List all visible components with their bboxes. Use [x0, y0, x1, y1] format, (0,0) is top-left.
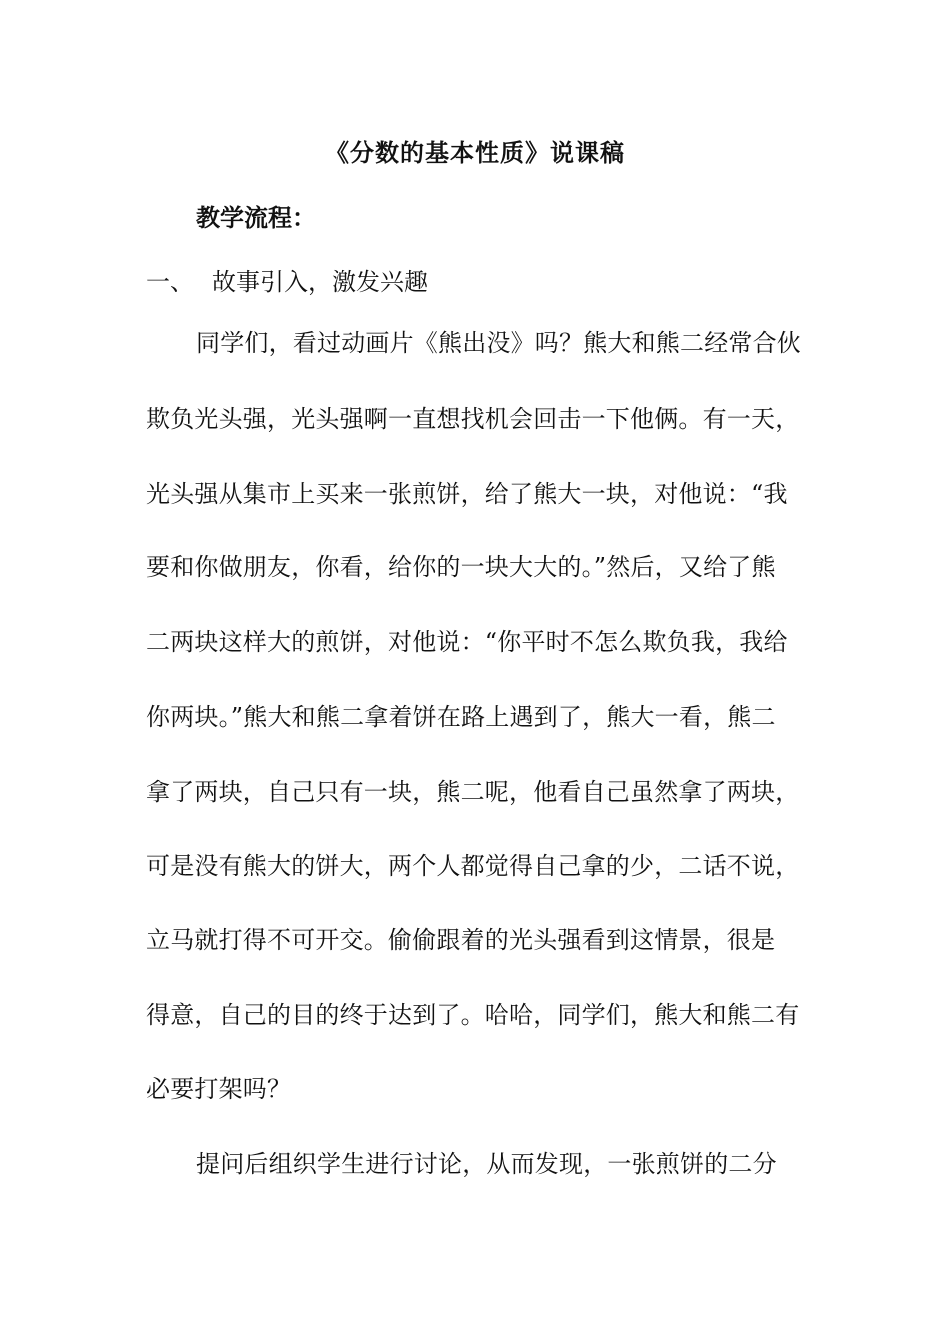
paragraph-line: 提问后组织学生进行讨论，从而发现，一张煎饼的二分: [196, 1150, 777, 1178]
paragraph-line: 立马就打得不可开交。偷偷跟着的光头强看到这情景，很是: [146, 926, 776, 954]
paragraph-line: 二两块这样大的煎饼，对他说：“你平时不怎么欺负我，我给: [146, 628, 788, 656]
paragraph-line: 可是没有熊大的饼大，两个人都觉得自己拿的少，二话不说，: [146, 852, 800, 880]
section-heading: 教学流程：: [196, 204, 316, 232]
paragraph-line: 得意，自己的目的终于达到了。哈哈，同学们，熊大和熊二有: [146, 1001, 800, 1029]
paragraph-line: 同学们，看过动画片《熊出没》吗？熊大和熊二经常合伙: [196, 329, 801, 357]
paragraph-line: 必要打架吗？: [146, 1075, 292, 1103]
paragraph-line: 你两块。”熊大和熊二拿着饼在路上遇到了，熊大一看，熊二: [146, 703, 776, 731]
paragraph-line: 欺负光头强，光头强啊一直想找机会回击一下他俩。有一天，: [146, 405, 800, 433]
subsection-text: 故事引入，激发兴趣: [212, 268, 428, 296]
paragraph-line: 要和你做朋友，你看，给你的一块大大的。”然后，又给了熊: [146, 553, 776, 581]
subsection-number: 一、: [146, 268, 194, 296]
paragraph-line: 光头强从集市上买来一张煎饼，给了熊大一块，对他说：“我: [146, 480, 788, 508]
subsection-title: [146, 262, 428, 297]
paragraph-line: 拿了两块，自己只有一块，熊二呢，他看自己虽然拿了两块，: [146, 778, 800, 806]
document-title: 《分数的基本性质》说课稿: [325, 139, 625, 167]
